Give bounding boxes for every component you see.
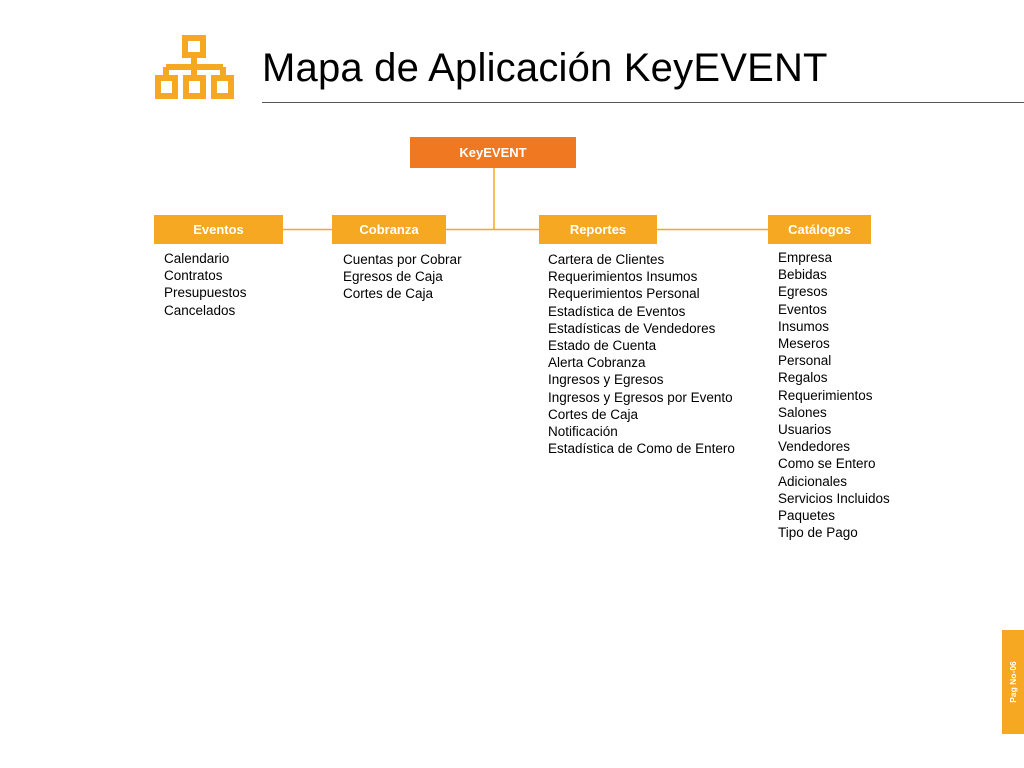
branch-node-cobranza: Cobranza xyxy=(332,215,446,244)
list-item: Estado de Cuenta xyxy=(548,338,657,354)
list-item: Eventos xyxy=(778,301,827,317)
list-item: Requerimientos Personal xyxy=(548,286,700,302)
list-item: Tipo de Pago xyxy=(778,525,858,541)
title-divider xyxy=(262,102,1024,103)
list-item: Como se Entero xyxy=(778,456,876,472)
list-item: Meseros xyxy=(778,336,830,352)
list-item: Contratos xyxy=(164,268,223,284)
list-item: Adicionales xyxy=(778,473,848,489)
list-item: Alerta Cobranza xyxy=(548,355,646,371)
list-item: Personal xyxy=(778,353,832,369)
list-item: Estadística de Como de Entero xyxy=(548,441,735,457)
eventos-item-list xyxy=(164,250,247,319)
list-item: Bebidas xyxy=(778,267,827,283)
list-item: Empresa xyxy=(778,250,833,265)
list-item: Insumos xyxy=(778,318,830,334)
list-item: Cortes de Caja xyxy=(343,286,434,302)
list-item: Calendario xyxy=(164,251,230,266)
catalogos-item-list xyxy=(778,249,890,541)
list-item: Notificación xyxy=(548,424,618,440)
list-item: Vendedores xyxy=(778,439,851,455)
list-item: Estadística de Eventos xyxy=(548,303,686,319)
list-item: Cancelados xyxy=(164,302,236,318)
list-item: Ingresos y Egresos xyxy=(548,372,664,388)
list-item: Servicios Incluidos xyxy=(778,490,890,506)
branch-node-reportes: Reportes xyxy=(539,215,657,244)
list-item: Salones xyxy=(778,404,827,420)
list-item: Egresos de Caja xyxy=(343,269,443,285)
list-item: Cartera de Clientes xyxy=(548,252,665,267)
list-item: Estadísticas de Vendedores xyxy=(548,320,716,336)
branch-node-eventos: Eventos xyxy=(154,215,283,244)
page-number-label: Pag No-06 xyxy=(1008,661,1018,703)
list-item: Ingresos y Egresos por Evento xyxy=(548,389,733,405)
list-item: Cuentas por Cobrar xyxy=(343,252,462,267)
org-chart-icon xyxy=(154,34,236,100)
list-item: Cortes de Caja xyxy=(548,406,639,422)
page-title: Mapa de Aplicación KeyEVENT xyxy=(262,46,828,90)
list-item: Usuarios xyxy=(778,422,832,438)
page-number-tab xyxy=(1002,630,1024,734)
list-item: Regalos xyxy=(778,370,828,386)
cobranza-item-list xyxy=(343,251,462,303)
branch-node-catalogos: Catálogos xyxy=(768,215,871,244)
root-node-keyevent: KeyEVENT xyxy=(410,137,576,168)
list-item: Requerimientos Insumos xyxy=(548,269,698,285)
list-item: Requerimientos xyxy=(778,387,873,403)
list-item: Egresos xyxy=(778,284,828,300)
list-item: Paquetes xyxy=(778,508,836,524)
list-item: Presupuestos xyxy=(164,285,247,301)
reportes-item-list xyxy=(548,251,735,457)
